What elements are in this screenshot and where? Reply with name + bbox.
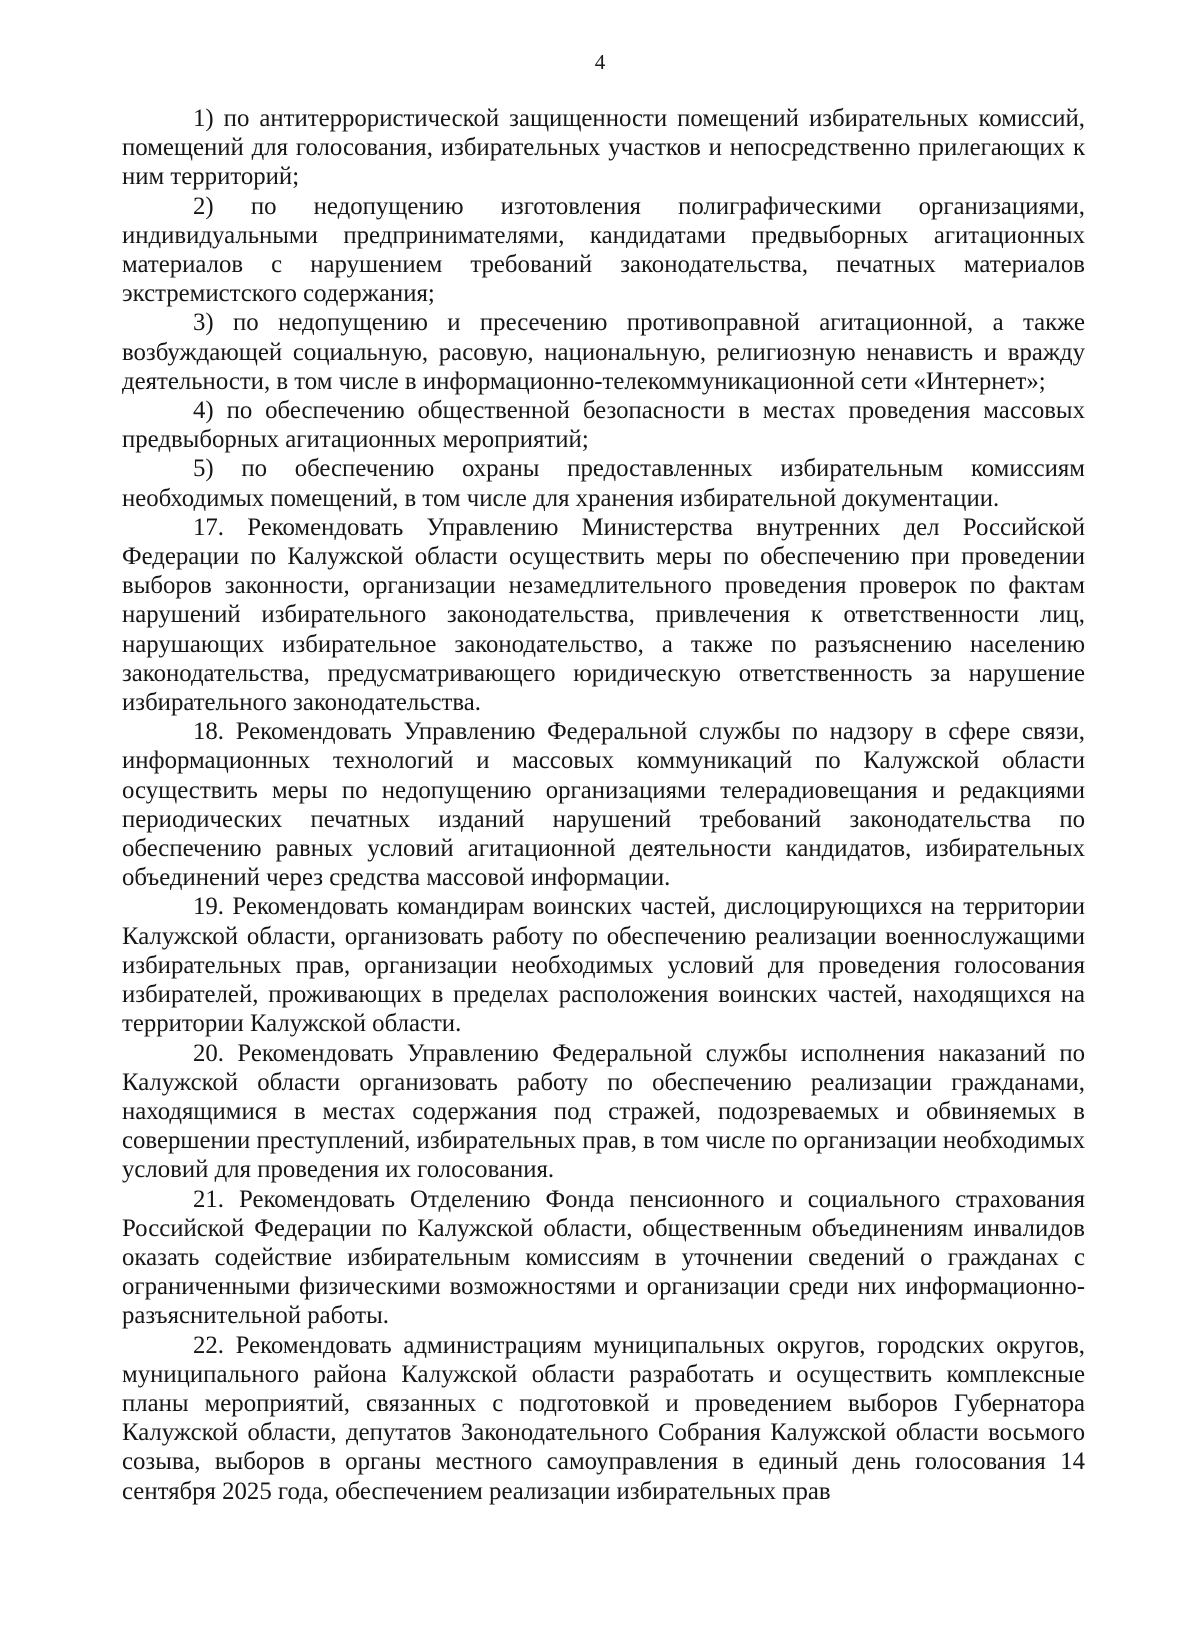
- document-body: [122, 104, 1085, 1506]
- paragraph-item-1: 1) по антитеррористической защищенности помещений избирательных комиссий, помещений для голосования, избирательных участков и непосредственно прилегающих к ним территорий;: [122, 105, 1085, 191]
- paragraph-item-3: 3) по недопущению и пресечению противоправной агитационной, а также возбуждающей социальную, расовую, национальную, религиозную ненависть и вражду деятельности, в том числе в информационно-телекоммуникационной сети «Интернет»;: [122, 309, 1085, 395]
- paragraph-clause-20: 20. Рекомендовать Управлению Федеральной службы исполнения наказаний по Калужской области организовать работу по обеспечению реализации гражданами, находящимися в местах содержания под стражей, подозреваемых и обвиняемых в совершении преступлений, избирательных прав, в том числе по организации необходимых условий для проведения их голосования.: [122, 1039, 1085, 1184]
- paragraph-clause-19: 19. Рекомендовать командирам воинских частей, дислоцирующихся на территории Калужской области, организовать работу по обеспечению реализации военнослужащими избирательных прав, организации необходимых условий для проведения голосования избирателей, проживающих в пределах расположения воинских частей, находящихся на территории Калужской области.: [122, 893, 1085, 1038]
- paragraph-item-5: 5) по обеспечению охраны предоставленных избирательным комиссиям необходимых помещений, в том числе для хранения избирательной документации.: [122, 455, 1085, 512]
- paragraph-item-2: 2) по недопущению изготовления полиграфическими организациями, индивидуальными предпринимателями, кандидатами предвыборных агитационных материалов с нарушением требований законодательства, печатных материалов экстремистского содержания;: [122, 192, 1085, 308]
- paragraph-clause-21: 21. Рекомендовать Отделению Фонда пенсионного и социального страхования Российской Федерации по Калужской области, общественным объединениям инвалидов оказать содействие избирательным комиссиям в уточнении сведений о гражданах с ограниченными физическими возможностями и организации среди них информационно-разъяснительной работы.: [122, 1185, 1085, 1330]
- page-number: 4: [594, 50, 606, 74]
- paragraph-item-4: 4) по обеспечению общественной безопасности в местах проведения массовых предвыборных агитационных мероприятий;: [122, 397, 1085, 454]
- paragraph-clause-18: 18. Рекомендовать Управлению Федеральной службы по надзору в сфере связи, информационных технологий и массовых коммуникаций по Калужской области осуществить меры по недопущению организациями телерадиовещания и редакциями периодических печатных изданий нарушений требований законодательства по обеспечению равных условий агитационной деятельности кандидатов, избирательных объединений через средства массовой информации.: [122, 718, 1085, 892]
- paragraph-clause-17: 17. Рекомендовать Управлению Министерства внутренних дел Российской Федерации по Калужской области осуществить меры по обеспечению при проведении выборов законности, организации незамедлительного проведения проверок по фактам нарушений избирательного законодательства, привлечения к ответственности лиц, нарушающих избирательное законодательство, а также по разъяснению населению законодательства, предусматривающего юридическую ответственность за нарушение избирательного законодательства.: [122, 513, 1085, 717]
- paragraph-clause-22: 22. Рекомендовать администрациям муниципальных округов, городских округов, муниципального района Калужской области разработать и осуществить комплексные планы мероприятий, связанных с подготовкой и проведением выборов Губернатора Калужской области, депутатов Законодательного Собрания Калужской области восьмого созыва, выборов в органы местного самоуправления в единый день голосования 14 сентября 2025 года, обеспечением реализации избирательных прав: [122, 1331, 1085, 1505]
